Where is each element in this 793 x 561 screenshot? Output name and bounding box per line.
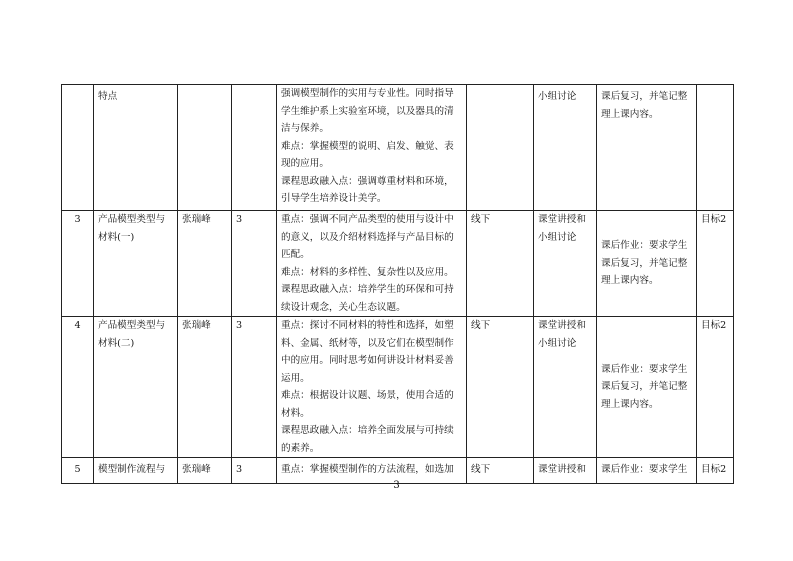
teaching-mode: 线下 <box>467 317 534 458</box>
hours <box>232 85 277 211</box>
course-goal <box>697 85 734 211</box>
teaching-content: 重点：探讨不同材料的特性和选择，如塑 料、金属、纸材等，以及它们在模型制作 中的应用。同时思考如何讲设计材料妥善 运用。 难点：根据设计议题、场景，使用合适的 材料。 课程思政融入点：培养全面发展与可持续 的素养。 <box>277 317 467 458</box>
row-number: 4 <box>62 317 94 458</box>
teaching-content: 重点：掌握模型制作的方法流程，如选加 <box>277 458 467 484</box>
hours: 3 <box>232 211 277 317</box>
course-goal: 目标2 <box>697 211 734 317</box>
row-number <box>62 85 94 211</box>
teacher: 张瑞峰 <box>178 317 232 458</box>
teaching-method: 小组讨论 <box>534 85 597 211</box>
topic-name: 产品模型类型与 材料(二) <box>94 317 178 458</box>
course-goal: 目标2 <box>697 458 734 484</box>
row-number: 5 <box>62 458 94 484</box>
topic-name: 产品模型类型与 材料(一) <box>94 211 178 317</box>
homework: 课后作业：要求学生 <box>597 458 697 484</box>
course-schedule-table <box>61 84 734 484</box>
table-row <box>62 85 734 211</box>
table-row <box>62 317 734 458</box>
hours: 3 <box>232 317 277 458</box>
teacher <box>178 85 232 211</box>
teaching-content: 重点：强调不同产品类型的使用与设计中 的意义，以及介绍材料选择与产品目标的 匹配。 难点：材料的多样性、复杂性以及应用。 课程思政融入点：培养学生的环保和可持 续设计观念，关心生态议题。 <box>277 211 467 317</box>
teaching-method: 课堂讲授和 小组讨论 <box>534 317 597 458</box>
teaching-content: 强调模型制作的实用与专业性。同时指导 学生维护系上实验室环境，以及器具的清 洁与保养。 难点：掌握模型的说明、启发、触觉、表 现的应用。 课程思政融入点：强调尊重材料和环境， 引导学生培养设计美学。 <box>277 85 467 211</box>
teaching-method: 课堂讲授和 小组讨论 <box>534 211 597 317</box>
row-number: 3 <box>62 211 94 317</box>
teaching-mode: 线下 <box>467 211 534 317</box>
teaching-method: 课堂讲授和 <box>534 458 597 484</box>
teaching-mode <box>467 85 534 211</box>
teaching-mode: 线下 <box>467 458 534 484</box>
course-goal: 目标2 <box>697 317 734 458</box>
page-number: 3 <box>393 480 400 491</box>
table-row <box>62 211 734 317</box>
homework: 课后作业：要求学生 课后复习，并笔记整 理上课内容。 <box>597 211 697 317</box>
teacher: 张瑞峰 <box>178 458 232 484</box>
topic-name: 模型制作流程与 <box>94 458 178 484</box>
teacher: 张瑞峰 <box>178 211 232 317</box>
homework: 课后复习，并笔记整 理上课内容。 <box>597 85 697 211</box>
homework: 课后作业：要求学生 课后复习，并笔记整 理上课内容。 <box>597 317 697 458</box>
hours: 3 <box>232 458 277 484</box>
topic-name: 特点 <box>94 85 178 211</box>
